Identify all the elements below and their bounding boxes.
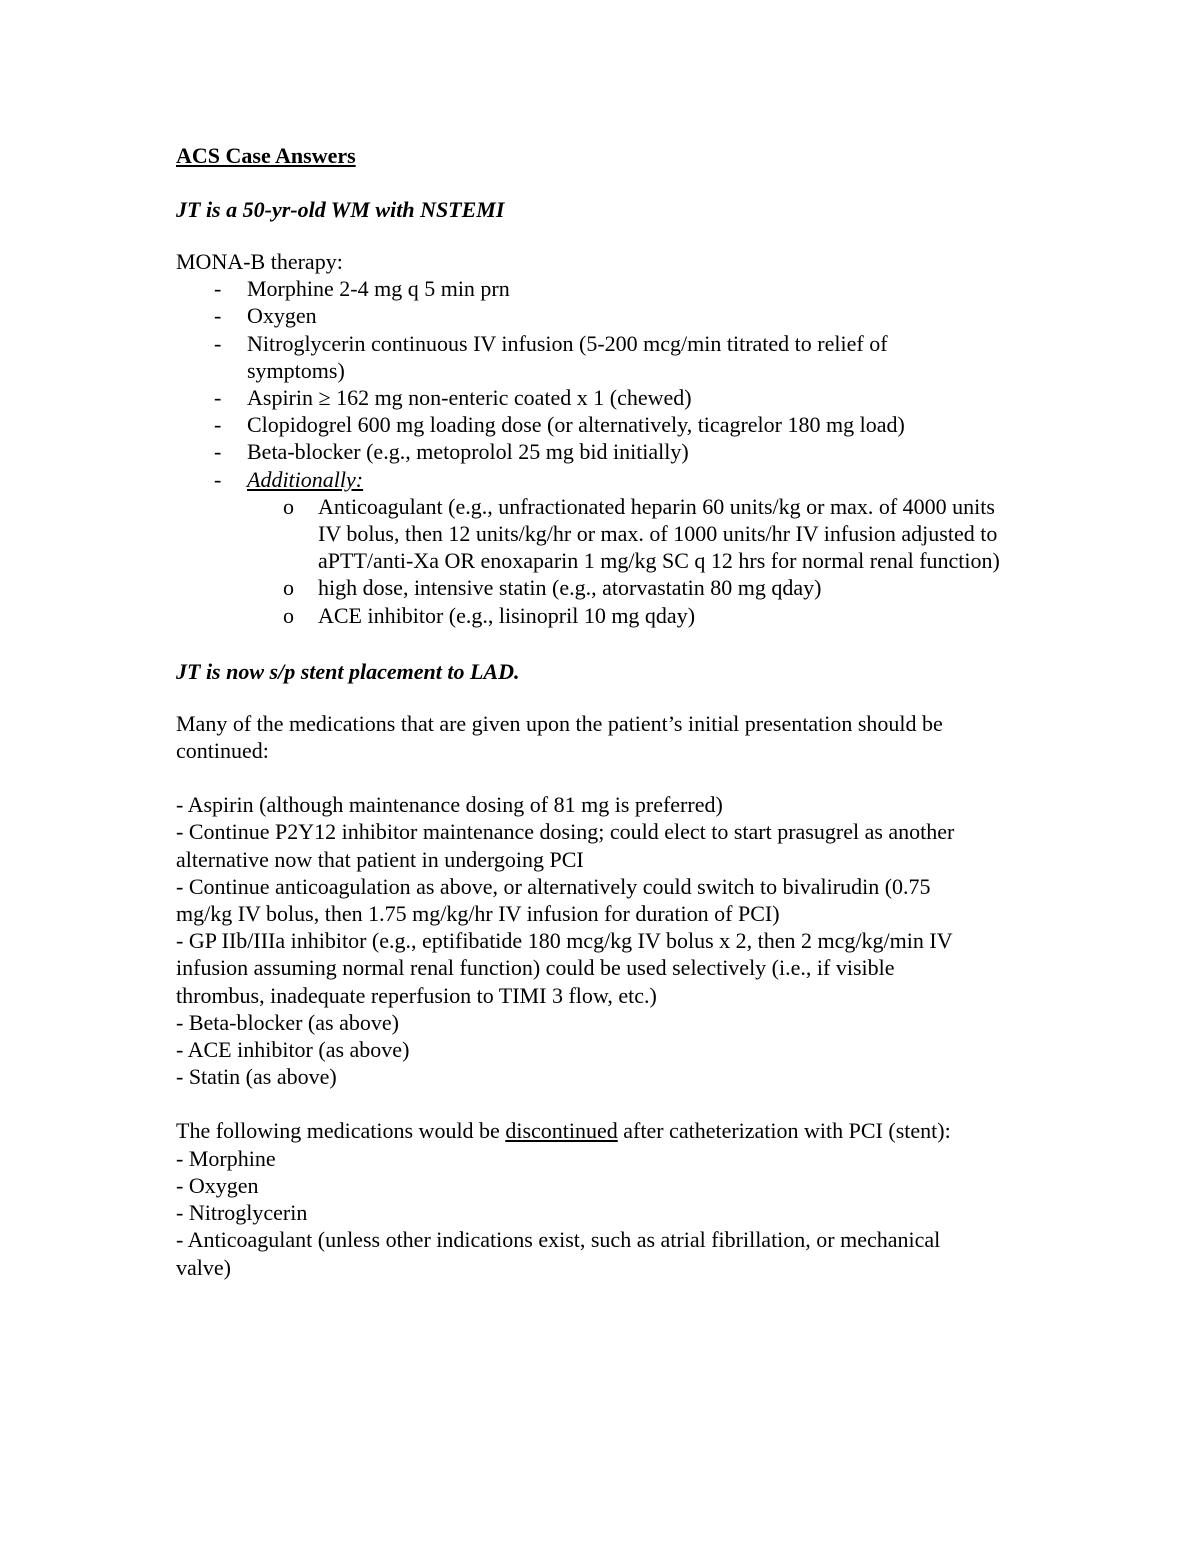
list-item: - Beta-blocker (e.g., metoprolol 25 mg bid initially) bbox=[214, 439, 689, 465]
list-item: - Oxygen bbox=[214, 303, 317, 329]
document-title: ACS Case Answers bbox=[176, 143, 356, 168]
case1-heading: JT is a 50-yr-old WM with NSTEMI bbox=[176, 197, 505, 222]
list-item: - Morphine bbox=[176, 1145, 276, 1171]
discontinued-list bbox=[176, 1145, 1056, 1281]
list-item: - Clopidogrel 600 mg loading dose (or alternatively, ticagrelor 180 mg load) bbox=[214, 412, 905, 438]
document-page bbox=[176, 140, 1056, 1281]
case2-heading: JT is now s/p stent placement to LAD. bbox=[176, 658, 520, 684]
list-item: - Oxygen bbox=[176, 1172, 259, 1198]
list-item: - Aspirin ≥ 162 mg non-enteric coated x 1 (chewed) bbox=[214, 385, 692, 411]
discontinued-word: discontinued bbox=[505, 1118, 618, 1144]
list-item: valve) bbox=[176, 1254, 231, 1280]
list-item: - Nitroglycerin continuous IV infusion (5-200 mcg/min titrated to relief of symptoms) bbox=[214, 330, 888, 383]
additionally-label: Additionally: bbox=[247, 466, 364, 492]
mona-b-list bbox=[176, 275, 1056, 629]
list-item: o ACE inhibitor (e.g., lisinopril 10 mg qday) bbox=[283, 602, 696, 628]
list-item: - Continue P2Y12 inhibitor maintenance dosing; could elect to start prasugrel as another bbox=[176, 819, 955, 845]
list-item: - Aspirin (although maintenance dosing of 81 mg is preferred) bbox=[176, 792, 723, 818]
list-item: - GP IIb/IIIa inhibitor (e.g., eptifibatide 180 mcg/kg IV bolus x 2, then 2 mcg/kg/min IV bbox=[176, 928, 953, 954]
list-item: thrombus, inadequate reperfusion to TIMI 3 flow, etc.) bbox=[176, 982, 657, 1008]
list-item: mg/kg IV bolus, then 1.75 mg/kg/hr IV infusion for duration of PCI) bbox=[176, 901, 780, 927]
mona-b-intro: MONA-B therapy: bbox=[176, 249, 343, 274]
list-item: - Morphine 2-4 mg q 5 min prn bbox=[214, 276, 510, 302]
list-item: - Statin (as above) bbox=[176, 1064, 337, 1090]
list-item: infusion assuming normal renal function) could be used selectively (i.e., if visible bbox=[176, 955, 895, 981]
list-item: - Beta-blocker (as above) bbox=[176, 1009, 399, 1035]
list-item: - Continue anticoagulation as above, or alternatively could switch to bivalirudin (0.75 bbox=[176, 873, 931, 899]
list-item: o high dose, intensive statin (e.g., atorvastatin 80 mg qday) bbox=[283, 575, 822, 601]
list-item-additionally: - Additionally: o Anticoagulant (e.g., unfractionated heparin 60 units/kg or max. of 4000 units IV bolus, then 12 units/kg/hr or max. of 1000 units/hr IV infusion adjusted to aPTT/anti-Xa OR enoxaparin 1 mg/kg SC q 12 hrs for normal renal function) o high dose, intensive statin (e.g., atorvastatin 80 mg qday) o ACE inhibitor (e.g., lisinopril 10 mg qday) bbox=[176, 466, 1056, 629]
list-item: o Anticoagulant (e.g., unfractionated heparin 60 units/kg or max. of 4000 units IV bolus, then 12 units/kg/hr or max. of 1000 units/hr IV infusion adjusted to aPTT/anti-Xa OR enoxaparin 1 mg/kg SC q 12 hrs for normal renal function) bbox=[283, 493, 1000, 574]
continued-intro-line-2: continued: bbox=[176, 738, 269, 764]
continued-list bbox=[176, 791, 1056, 1090]
list-item: - ACE inhibitor (as above) bbox=[176, 1037, 410, 1063]
list-item: alternative now that patient in undergoing PCI bbox=[176, 846, 584, 872]
discontinued-intro: The following medications would be discontinued after catheterization with PCI (stent): bbox=[176, 1118, 951, 1144]
list-item: - Anticoagulant (unless other indications exist, such as atrial fibrillation, or mechanical bbox=[176, 1227, 941, 1253]
continued-intro-line-1: Many of the medications that are given upon the patient’s initial presentation should be bbox=[176, 710, 943, 736]
additional-list bbox=[247, 493, 1056, 629]
list-item: - Nitroglycerin bbox=[176, 1200, 308, 1226]
